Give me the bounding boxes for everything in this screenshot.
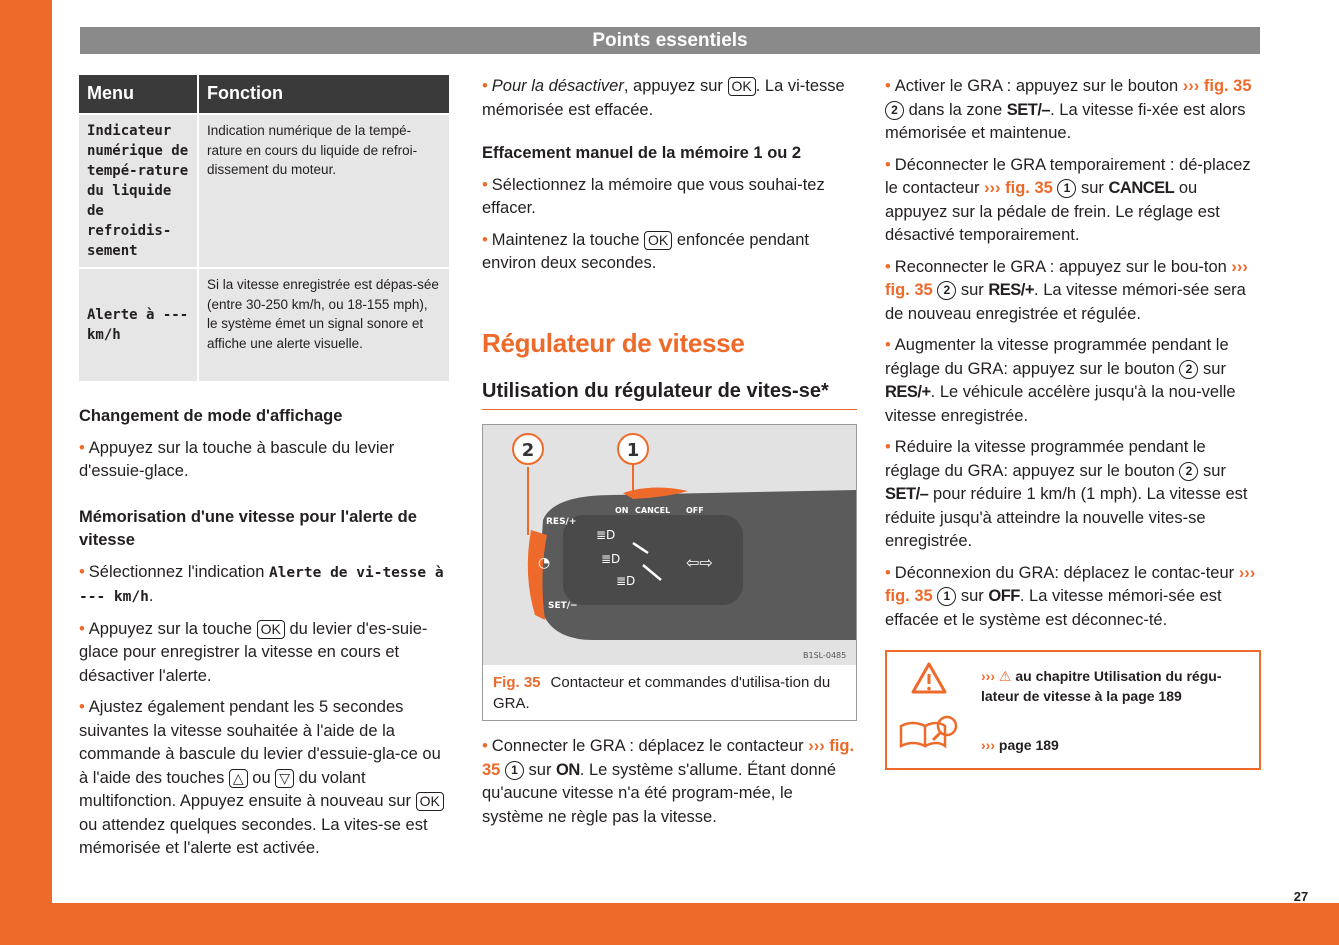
callout-2-icon: 2 <box>885 101 904 120</box>
reference-arrow: ››› <box>1231 257 1248 276</box>
on-label: ON <box>556 760 580 779</box>
paragraph <box>79 618 453 689</box>
warning-box <box>885 650 1261 770</box>
text: . La vitesse fi-xée est alors mémorisée et maintenue. <box>885 100 1246 142</box>
fig-35-link[interactable]: fig. 35 <box>885 281 933 299</box>
warning-icons <box>887 652 971 768</box>
table-cell-fonction: Si la vitesse enregistrée est dépas-sée (entre 30-250 km/h, ou 18-155 mph), le système émet un signal sonore et affiche une alerte visuelle. <box>199 269 449 381</box>
reference-arrow: ››› <box>984 179 1001 197</box>
reference-arrow: ››› <box>981 737 995 753</box>
res-label: RES/+ <box>885 383 931 401</box>
reference-arrow: ››› <box>981 668 995 684</box>
column-1 <box>79 75 453 869</box>
bullet: • <box>79 438 85 457</box>
bullet: • <box>79 619 85 638</box>
paragraph <box>79 696 453 861</box>
up-key-icon: △ <box>229 769 248 788</box>
text: . La vitesse mémori-sée sera de nouveau enregistrée et régulée. <box>885 281 1246 323</box>
reference-arrow: ››› <box>1182 77 1200 95</box>
text: Activer le GRA : appuyez sur le bouton <box>894 77 1183 95</box>
text: Contacteur et commandes d'utilisa-tion du GRA. <box>493 674 831 712</box>
main-heading: Régulateur de vitesse <box>482 327 745 358</box>
bullet: • <box>885 77 891 95</box>
text: du levier d'es-suie-glace pour enregistrer la vitesse en cours et désactiver l'alerte. <box>79 619 428 685</box>
callout-2-icon: 2 <box>937 281 956 300</box>
table-header-row <box>79 75 449 113</box>
set-label: SET/– <box>1006 100 1051 119</box>
figure-35 <box>482 424 857 721</box>
column-2 <box>482 75 857 837</box>
figure-caption <box>483 665 856 720</box>
turn-signal-icon: ⇦⇨ <box>686 553 713 572</box>
paragraph <box>885 154 1261 248</box>
res-label: RES/+ <box>988 281 1035 299</box>
cruise-control-lever-image <box>483 425 856 665</box>
table-cell-fonction: Indication numérique de la tempé-rature en cours du liquide de refroi-dissement du moteur. <box>199 115 449 267</box>
table-cell-menu: Alerte à --- km/h <box>79 269 197 381</box>
heading-affichage: Changement de mode d'affichage <box>79 407 343 425</box>
bullet: • <box>482 77 488 95</box>
fig-callout-2: 2 <box>521 440 535 461</box>
warning-chapter-link[interactable]: au chapitre Utilisation du régu-lateur de vitesse à la page 189 <box>981 668 1222 704</box>
paragraph <box>482 174 857 221</box>
set-label: SET/– <box>885 485 929 503</box>
cancel-label: CANCEL <box>1108 179 1175 197</box>
text: Sélectionnez la mémoire que vous souhai-tez effacer. <box>482 175 825 217</box>
page-189-link[interactable]: page 189 <box>998 737 1059 753</box>
fig-label-on: ON <box>615 506 629 515</box>
text: Augmenter la vitesse programmée pendant le réglage du GRA: appuyez sur le bouton <box>885 336 1229 378</box>
menu-table <box>77 73 451 383</box>
paragraph <box>79 561 453 610</box>
table-cell-menu: Indicateur numérique de tempé-rature du liquide de refroidis-sement <box>79 115 197 267</box>
table-row <box>79 115 449 267</box>
paragraph <box>885 436 1261 554</box>
bullet: • <box>482 737 488 755</box>
reference-arrow: ››› <box>808 737 825 755</box>
text: . La vitesse mémori-sée est effacée et le système est déconnec-té. <box>885 587 1222 629</box>
fig-label-cancel: CANCEL <box>635 506 671 515</box>
fig-35-link[interactable]: fig. 35 <box>885 587 933 605</box>
paragraph <box>885 75 1261 146</box>
text: du volant multifonction. Appuyez ensuite à nouveau sur <box>79 768 416 810</box>
paragraph <box>482 229 857 276</box>
text: Déconnexion du GRA: déplacez le contac-teur <box>894 563 1239 582</box>
paragraph <box>885 256 1261 327</box>
paragraph <box>885 334 1261 428</box>
text: . Le véhicule accélère jusqu'à la nou-velle vitesse enregistrée. <box>885 383 1236 425</box>
text: sur <box>523 760 557 779</box>
page-header: Points essentiels <box>80 27 1260 54</box>
bullet: • <box>885 438 891 456</box>
off-label: OFF <box>988 587 1020 605</box>
warning-reference <box>981 666 1253 706</box>
paragraph <box>79 437 453 484</box>
bullet: • <box>482 175 488 194</box>
text: Maintenez la touche <box>491 230 645 249</box>
text: sur <box>1076 179 1109 197</box>
warning-inline-icon: ⚠ <box>998 668 1012 684</box>
text: Ajustez également pendant les 5 secondes suivantes la vitesse souhaitée à l'aide de la commande à bascule du levier d'essuie-gla-ce ou à l'aide des touches <box>79 698 441 787</box>
reference-arrow: ››› <box>1238 563 1256 582</box>
text: pour réduire 1 km/h (1 mph). La vitesse est réduite jusqu'à atteindre la nouvelle vites-se enregistrée. <box>885 485 1248 550</box>
heading-memorisation: Mémorisation d'une vitesse pour l'alerte de vitesse <box>79 507 417 549</box>
text: , appuyez sur <box>623 77 728 95</box>
text: sur <box>1198 461 1226 480</box>
callout-2-icon: 2 <box>1179 360 1198 379</box>
page-number: 27 <box>1293 889 1309 904</box>
text: Pour la désactiver <box>491 77 624 95</box>
text: Sélectionnez l'indication <box>88 562 269 581</box>
paragraph <box>885 562 1261 633</box>
ok-key-icon: OK <box>257 620 285 639</box>
fig-35-link[interactable]: fig. 35 <box>1203 77 1252 95</box>
figure-label: Fig. 35 <box>493 674 541 691</box>
text: ou attendez quelques secondes. La vites-se est mémorisée et l'alerte est activée. <box>79 815 428 857</box>
bullet: • <box>79 698 85 716</box>
text: Réduire la vitesse programmée pendant le réglage du GRA: appuyez sur le bouton <box>885 438 1206 480</box>
speedometer-icon: ◔ <box>538 555 551 571</box>
text: ou <box>247 768 276 787</box>
bullet: • <box>79 562 85 581</box>
callout-1-icon: 1 <box>1057 179 1076 198</box>
text: . <box>148 587 154 605</box>
fig-label-off: OFF <box>686 506 704 515</box>
fig-label-set: SET/− <box>548 601 578 611</box>
text: Appuyez sur la touche <box>88 619 257 638</box>
text: ou appuyez sur la pédale de frein. Le réglage est désactivé temporairement. <box>885 179 1220 244</box>
text: . Le système s'allume. Étant donné qu'aucune vitesse n'a été program-mée, le système ne règle pas la vitesse. <box>482 760 837 826</box>
text: enfoncée pendant environ deux secondes. <box>482 230 809 272</box>
bullet: • <box>885 257 891 276</box>
fig-35-link[interactable]: fig. 35 <box>482 737 855 779</box>
table-header-fonction: Fonction <box>199 75 449 113</box>
callout-2-icon: 2 <box>1179 462 1198 481</box>
book-reference <box>981 734 1059 758</box>
bullet: • <box>885 155 891 174</box>
sub-heading: Utilisation du régulateur de vites-se* <box>482 377 857 410</box>
figure-code: B1SL-0485 <box>803 651 847 660</box>
table-row <box>79 269 449 381</box>
fig-callout-1: 1 <box>626 440 640 461</box>
text: . La vi-tesse mémorisée est effacée. <box>482 77 845 119</box>
headlight-icon: ≣D <box>616 574 636 588</box>
fig-label-res: RES/+ <box>546 517 577 527</box>
callout-1-icon: 1 <box>937 587 956 606</box>
bullet: • <box>885 336 891 354</box>
text: Reconnecter le GRA : appuyez sur le bou-ton <box>894 257 1232 276</box>
menu-entry-text: Alerte de vi-tesse à --- km/h <box>79 564 444 605</box>
text: sur <box>1198 359 1226 378</box>
table-header-menu: Menu <box>79 75 197 113</box>
column-3 <box>885 75 1261 770</box>
text: sur <box>956 281 989 299</box>
text: Déconnecter le GRA temporairement : dé-placez le contacteur <box>885 155 1251 197</box>
paragraph <box>482 735 857 829</box>
callout-1-icon: 1 <box>505 761 524 780</box>
ok-key-icon: OK <box>416 792 444 811</box>
heading-effacement: Effacement manuel de la mémoire 1 ou 2 <box>482 144 802 162</box>
headlight-icon: ≣D <box>596 528 616 542</box>
text: Appuyez sur la touche à bascule du levier d'essuie-glace. <box>79 438 395 480</box>
bullet: • <box>885 563 891 582</box>
text: Connecter le GRA : déplacez le contacteur <box>491 737 809 755</box>
ok-key-icon: OK <box>644 231 672 250</box>
text: dans la zone <box>904 100 1007 119</box>
ok-key-icon: OK <box>728 77 756 96</box>
paragraph <box>482 75 857 122</box>
bullet: • <box>482 230 488 249</box>
fig-35-link[interactable]: fig. 35 <box>1005 179 1053 197</box>
down-key-icon: ▽ <box>275 769 294 788</box>
text: sur <box>956 587 989 605</box>
headlight-icon: ≣D <box>601 552 621 566</box>
